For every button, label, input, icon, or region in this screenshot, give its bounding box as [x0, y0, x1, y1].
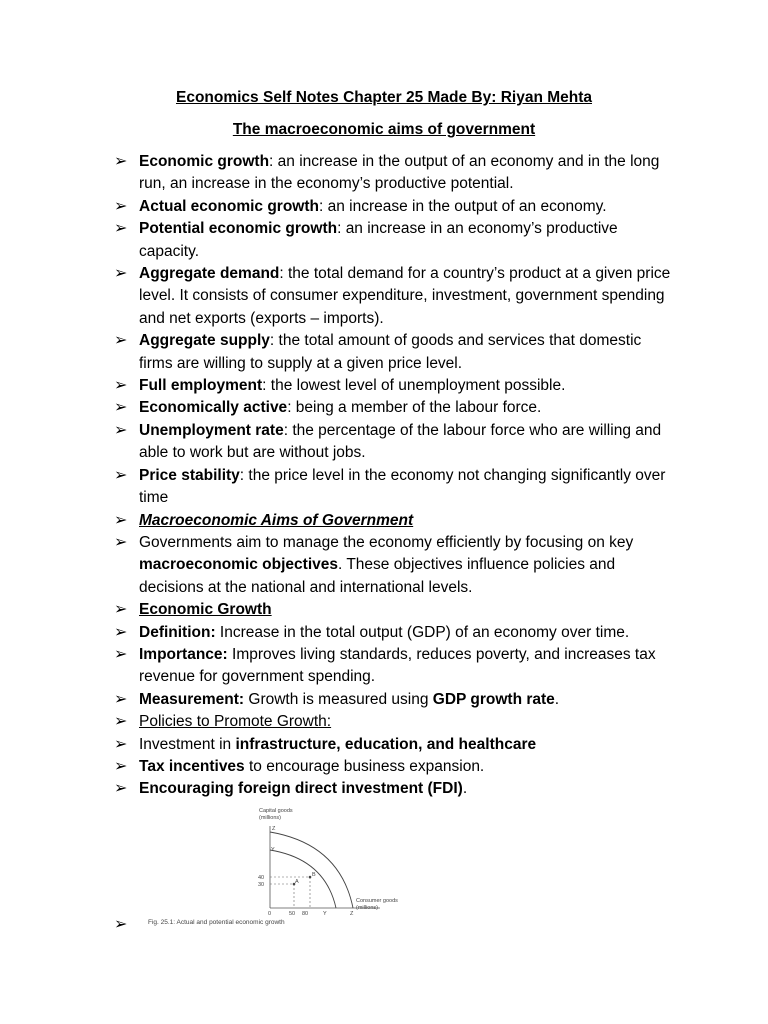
- arrow-bullet-icon: ➢: [114, 197, 128, 215]
- item-text: Governments aim to manage the economy efficiently by focusing on key: [139, 533, 634, 551]
- item-text: .: [462, 780, 468, 798]
- arrow-bullet-icon: ➢: [114, 623, 128, 641]
- fig-z-top: Z: [272, 826, 276, 832]
- item-text: : an increase in an economy’s productive capacity.: [139, 220, 618, 260]
- arrow-bullet-icon: ➢: [114, 690, 128, 708]
- item-bold-text: Measurement:: [139, 690, 245, 708]
- ppc-figure: [140, 804, 420, 930]
- list-item: [114, 420, 674, 465]
- arrow-bullet-icon: ➢: [114, 399, 128, 417]
- fig-tick-30: 30: [258, 882, 265, 888]
- item-text: to encourage business expansion.: [244, 757, 485, 775]
- fig-y-mid: Y: [271, 847, 275, 853]
- arrow-bullet-icon: ➢: [114, 533, 128, 551]
- item-bold-text: GDP growth rate: [432, 690, 555, 708]
- item-term: Importance:: [139, 645, 228, 663]
- fig-x-label-2: (millions): [356, 905, 378, 911]
- arrow-bullet-icon: ➢: [114, 153, 128, 170]
- item-text: : an increase in the output of an economy.: [319, 197, 607, 215]
- list-item: [114, 711, 674, 733]
- item-text: : the percentage of the labour force who are willing and able to work but are without jobs.: [139, 421, 662, 462]
- fig-y-label-1: Capital goods: [259, 808, 293, 814]
- item-text: Investment in: [139, 735, 236, 753]
- fig-caption: Fig. 25.1: Actual and potential economic growth: [148, 919, 285, 926]
- item-term: Price stability: [139, 466, 240, 484]
- item-text: Improves living standards, reduces poverty, and increases tax revenue for government spending.: [139, 645, 656, 686]
- item-bold-text: infrastructure, education, and healthcare: [235, 735, 537, 753]
- fig-tick-50: 50: [289, 911, 296, 917]
- item-text: : the total demand for a country’s product at a given price level. It consists of consumer expenditure, investment, government spending and net exports (exports – imports).: [139, 265, 671, 327]
- item-term: Unemployment rate: [139, 421, 284, 439]
- arrow-bullet-icon: ➢: [114, 601, 128, 619]
- item-term: Aggregate demand: [139, 265, 280, 283]
- list-item: [114, 196, 674, 218]
- arrow-bullet-icon: ➢: [114, 332, 128, 350]
- item-term: Potential economic growth: [139, 220, 338, 238]
- section-title: The macroeconomic aims of government: [232, 121, 536, 138]
- list-item: [114, 465, 674, 510]
- list-item: [114, 778, 674, 800]
- fig-point-b: B: [312, 872, 316, 878]
- arrow-bullet-icon: ➢: [114, 780, 128, 798]
- item-text: . These objectives influence policies and decisions at the national and international levels.: [139, 556, 616, 596]
- list-item: [114, 218, 674, 263]
- list-item: [114, 151, 674, 196]
- fig-x-z: Z: [350, 911, 354, 917]
- arrow-bullet-icon: ➢: [114, 265, 128, 283]
- item-heading: Policies to Promote Growth:: [139, 713, 332, 731]
- fig-tick-80: 80: [302, 911, 309, 917]
- item-text: : the lowest level of unemployment possible.: [262, 377, 566, 395]
- empty-bullet-arrow: ➢: [114, 916, 128, 933]
- list-item: [114, 510, 674, 532]
- item-term: Definition:: [139, 623, 216, 641]
- list-item: [114, 689, 674, 711]
- item-heading: Economic Growth: [139, 601, 272, 619]
- list-item: [114, 375, 674, 397]
- item-term: Aggregate supply: [139, 332, 270, 350]
- item-text: .: [554, 690, 560, 708]
- item-text: : being a member of the labour force.: [287, 399, 542, 417]
- item-term: Economically active: [139, 399, 288, 417]
- list-item: [114, 263, 674, 330]
- arrow-bullet-icon: ➢: [114, 220, 128, 238]
- item-term: Economic growth: [139, 153, 270, 170]
- arrow-bullet-icon: ➢: [114, 645, 128, 663]
- list-item: [114, 397, 674, 419]
- item-text: : the price level in the economy not changing significantly over time: [139, 466, 666, 507]
- list-item: [114, 756, 674, 778]
- item-bold-text: macroeconomic objectives: [139, 556, 338, 574]
- list-item: [114, 644, 674, 689]
- document-title: Economics Self Notes Chapter 25 Made By: Riyan Mehta: [175, 89, 593, 106]
- item-term: Actual economic growth: [139, 197, 319, 215]
- item-text: Growth is measured using: [244, 690, 433, 708]
- item-term: Encouraging foreign direct investment (FDI): [139, 780, 463, 798]
- item-text: : the total amount of goods and services that domestic firms are willing to supply at a given price level.: [139, 332, 642, 372]
- item-text: Increase in the total output (GDP) of an economy over time.: [215, 623, 630, 641]
- fig-point-a: A: [295, 879, 299, 885]
- fig-origin: 0: [268, 911, 272, 917]
- fig-y-label-2: (millions): [259, 815, 281, 821]
- list-item: [114, 330, 674, 375]
- fig-x-label-1: Consumer goods: [356, 898, 398, 904]
- arrow-bullet-icon: ➢: [114, 713, 128, 731]
- arrow-bullet-icon: ➢: [114, 757, 128, 775]
- item-term: Tax incentives: [139, 757, 245, 775]
- item-term: Full employment: [139, 377, 263, 395]
- arrow-bullet-icon: ➢: [114, 377, 128, 395]
- list-item: [114, 622, 674, 644]
- fig-x-y: Y: [323, 911, 327, 917]
- list-item: [114, 532, 674, 599]
- fig-tick-40: 40: [258, 875, 265, 881]
- arrow-bullet-icon: ➢: [114, 735, 128, 753]
- list-item: [114, 734, 674, 756]
- arrow-bullet-icon: ➢: [114, 511, 128, 529]
- notes-list: [114, 151, 674, 801]
- arrow-bullet-icon: ➢: [114, 466, 128, 484]
- list-item: [114, 599, 674, 621]
- item-heading: Macroeconomic Aims of Government: [139, 511, 414, 529]
- arrow-bullet-icon: ➢: [114, 421, 128, 439]
- item-text: : an increase in the output of an economy and in the long run, an increase in the economy’s productive potential.: [139, 153, 660, 193]
